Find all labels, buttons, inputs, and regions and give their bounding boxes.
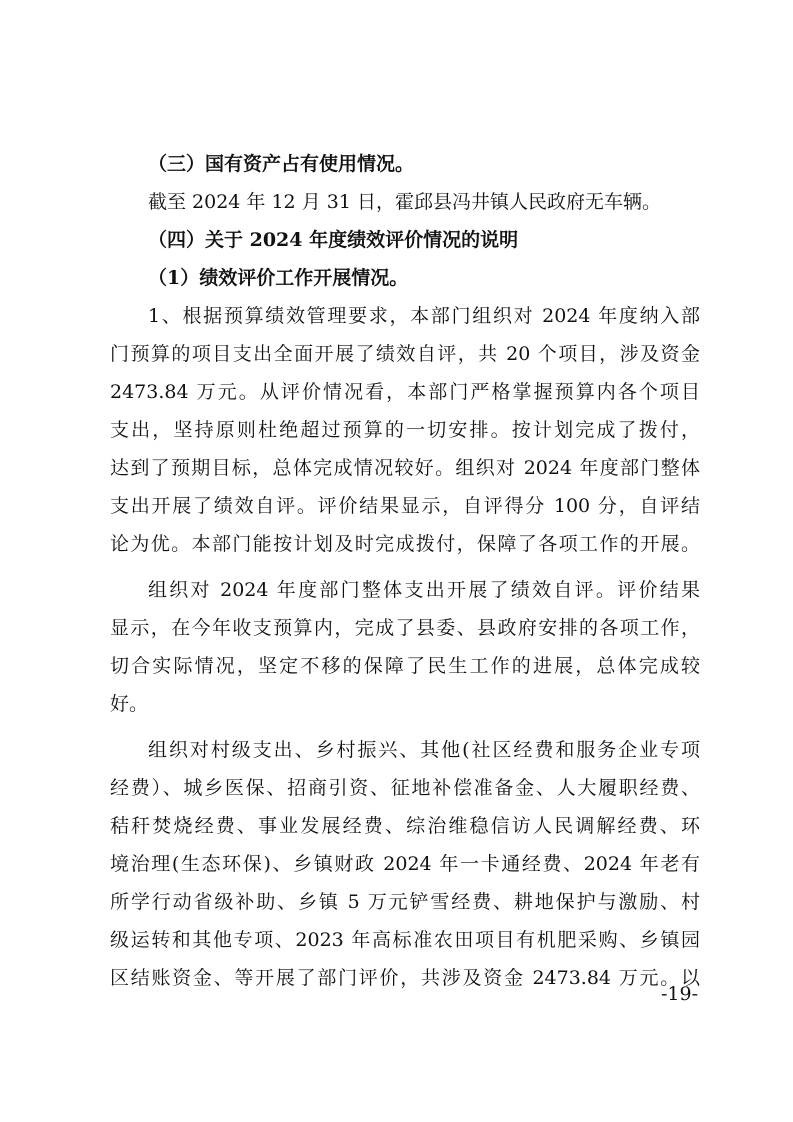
paragraph-3	[110, 731, 700, 997]
page-number: -19-	[660, 983, 698, 1005]
paragraph-line: 显示，在今年收支预算内，完成了县委、县政府安排的各项工作，	[110, 617, 700, 639]
paragraph-line: 1、根据预算绩效管理要求，本部门组织对 2024 年度纳入部	[148, 305, 700, 327]
assets-paragraph-line: 截至 2024 年 12 月 31 日，霍邱县冯井镇人民政府无车辆。	[148, 191, 661, 213]
paragraph-line: 论为优。本部门能按计划及时完成拨付，保障了各项工作的开展。	[110, 533, 700, 555]
paragraph-line: 支出，坚持原则杜绝超过预算的一切安排。按计划完成了拨付，	[110, 419, 700, 441]
paragraph-line: 秸秆焚烧经费、事业发展经费、综治维稳信访人民调解经费、环	[110, 815, 700, 837]
paragraph-line: 所学行动省级补助、乡镇 5 万元铲雪经费、耕地保护与激励、村	[110, 891, 700, 913]
document-body	[110, 145, 700, 997]
paragraph-line: 好。	[110, 693, 149, 715]
heading-state-assets: （三）国有资产占有使用情况。	[148, 153, 415, 175]
paragraph-line: 切合实际情况，坚定不移的保障了民生工作的进展，总体完成较	[110, 655, 700, 677]
heading-performance-evaluation: （四）关于 2024 年度绩效评价情况的说明	[148, 229, 519, 251]
paragraph-line: 区结账资金、等开展了部门评价，共涉及资金 2473.84 万元。以	[110, 967, 700, 989]
paragraph-1	[110, 297, 700, 563]
paragraph-line: 门预算的项目支出全面开展了绩效自评，共 20 个项目，涉及资金	[110, 343, 700, 365]
paragraph-line: 达到了预期目标，总体完成情况较好。组织对 2024 年度部门整体	[110, 457, 700, 479]
heading-evaluation-work: （1）绩效评价工作开展情况。	[148, 267, 409, 289]
paragraph-line: 组织对村级支出、乡村振兴、其他(社区经费和服务企业专项	[148, 739, 700, 761]
paragraph-line: 支出开展了绩效自评。评价结果显示，自评得分 100 分，自评结	[110, 495, 700, 517]
paragraph-line: 级运转和其他专项、2023 年高标准农田项目有机肥采购、乡镇园	[110, 929, 700, 951]
paragraph-line: 2473.84 万元。从评价情况看，本部门严格掌握预算内各个项目	[110, 381, 700, 403]
paragraph-line: 经费）、城乡医保、招商引资、征地补偿准备金、人大履职经费、	[110, 777, 700, 799]
paragraph-line: 境治理(生态环保)、乡镇财政 2024 年一卡通经费、2024 年老有	[110, 853, 700, 875]
paragraph-2	[110, 571, 700, 723]
paragraph-line: 组织对 2024 年度部门整体支出开展了绩效自评。评价结果	[148, 579, 700, 601]
